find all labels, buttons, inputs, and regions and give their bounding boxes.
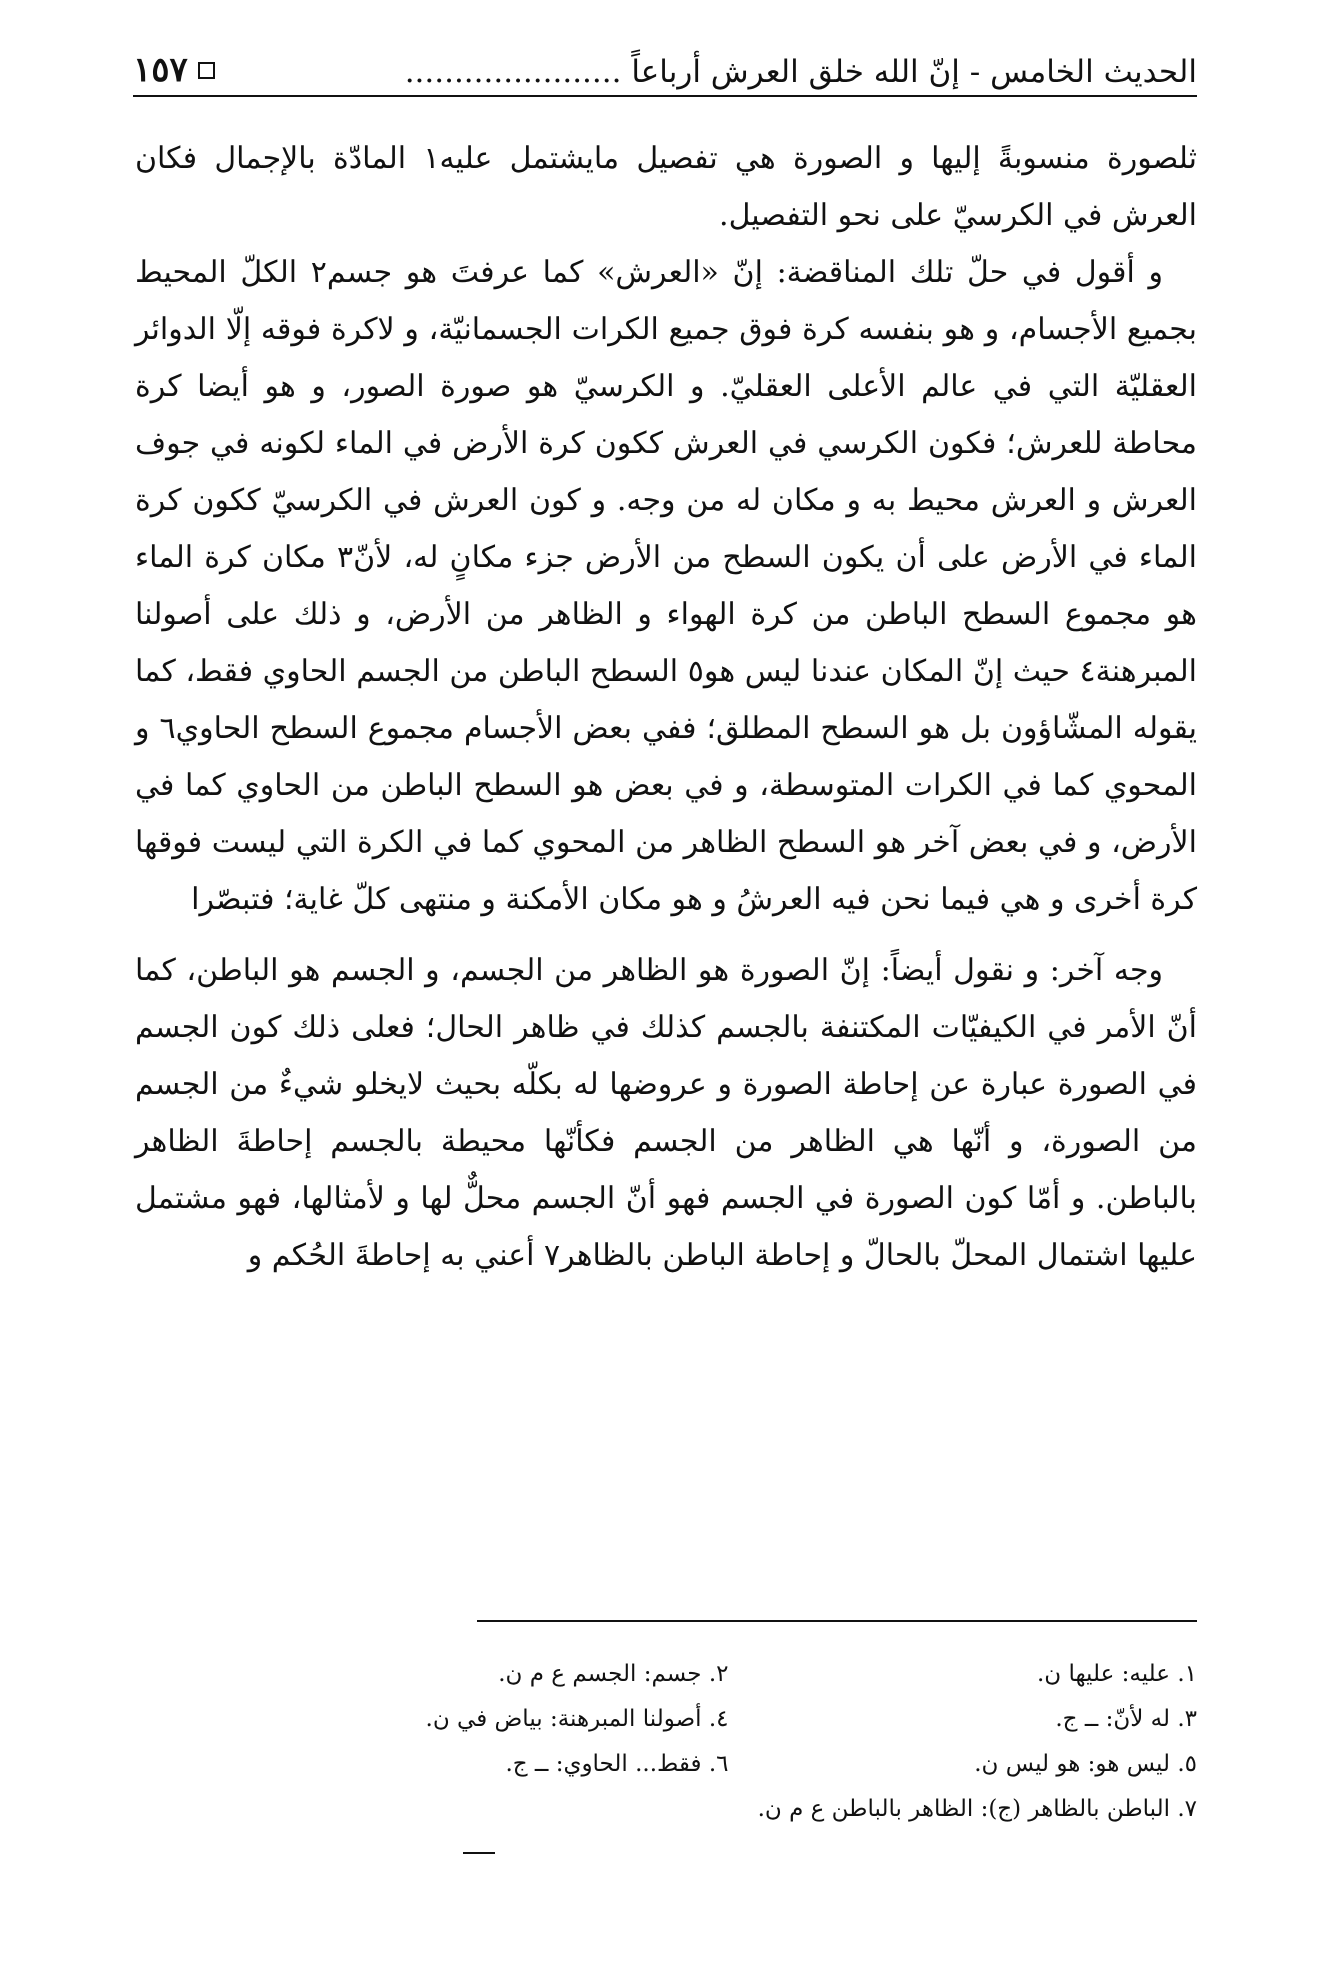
footnote-2: ٢. جسم: الجسم ع م ن. [498,1661,729,1687]
header-rule [133,95,1197,97]
footnote-1: ١. عليه: عليها ن. [1036,1661,1197,1687]
paragraph-2: و أقول في حلّ تلك المناقضة: إنّ «العرش» كما عرفتَ هو جسم٢ الكلّ المحيط بجميع الأجسام، و هو بنفسه كرة فوق جميع الكرات الجسمانيّة، و لاكرة فوقه إلّا الدوائر العقليّة التي في عالم الأعلى العقليّ. و الكرسيّ هو صورة الصور، و هو أيضا كرة محاطة للعرش؛ فكون الكرسي في العرش ككون كرة الأرض في الماء لكونه في جوف العرش و العرش محيط به و مكان له من وجه. و كون العرش في الكرسيّ ككون كرة الماء في الأرض على أن يكون السطح من الأرض جزء مكانٍ له، لأنّ٣ مكان كرة الماء هو مجموع السطح الباطن من كرة الهواء و الظاهر من الأرض، و ذلك على أصولنا المبرهنة٤ حيث إنّ المكان عندنا ليس هو٥ السطح الباطن من الجسم الحاوي فقط، كما يقوله المشّاؤون بل هو السطح المطلق؛ ففي بعض الأجسام مجموع السطح الحاوي٦ و المحوي كما في الكرات المتوسطة، و في بعض هو السطح الباطن من الحاوي كما في الأرض، و في بعض آخر هو السطح الظاهر من المحوي كما في الكرة التي ليست فوقها كرة أخرى و هي فيما نحن فيه العرشُ و هو مكان الأمكنة و منتهى كلّ غاية؛ فتبصّرا [135,255,1198,917]
footnote-5: ٥. ليس هو: هو ليس ن. [974,1751,1197,1777]
footnote-rule [477,1620,1197,1622]
footnote-6: ٦. فقط... الحاوي: ــ ج. [505,1751,729,1777]
footnote-3: ٣. له لأنّ: ــ ج. [1055,1706,1197,1732]
footnote-4: ٤. أصولنا المبرهنة: بياض في ن. [425,1706,729,1732]
paragraph-3: وجه آخر: و نقول أيضاً: إنّ الصورة هو الظاهر من الجسم، و الجسم هو الباطن، كما أنّ الأمر في الكيفيّات المكتنفة بالجسم كذلك في ظاهر الحال؛ فعلى ذلك كون الجسم في الصورة عبارة عن إحاطة الصورة و عروضها له بكلّه بحيث لايخلو شيءٌ من الجسم من الصورة، و أنّها هي الظاهر من الجسم فكأنّها محيطة بالجسم إحاطةَ الظاهر بالباطن. و أمّا كون الصورة في الجسم فهو أنّ الجسم محلٌّ لها و لأمثالها، فهو مشتمل عليها اشتمال المحلّ بالحالّ و إحاطة الباطن بالظاهر٧ أعني به إحاطةَ الحُكم و [135,953,1197,1273]
main-text [135,130,1197,1284]
footnotes [300,1652,1197,1832]
end-dash [463,1852,495,1854]
running-title: الحديث الخامس - إنّ الله خلق العرش أرباعاً ...................... [404,54,1197,90]
page-marker [133,50,215,90]
footnote-7: ٧. الباطن بالظاهر (ج): الظاهر بالباطن ع م ن. [757,1796,1197,1822]
paragraph-1: ثلصورة منسوبةً إليها و الصورة هي تفصيل مايشتمل عليه١ المادّة بالإجمال فكان العرش في الكرسيّ على نحو التفصيل. [135,141,1197,233]
page-number: ١٥٧ [133,50,188,90]
square-ornament-icon [198,62,215,79]
running-head [133,40,1197,90]
